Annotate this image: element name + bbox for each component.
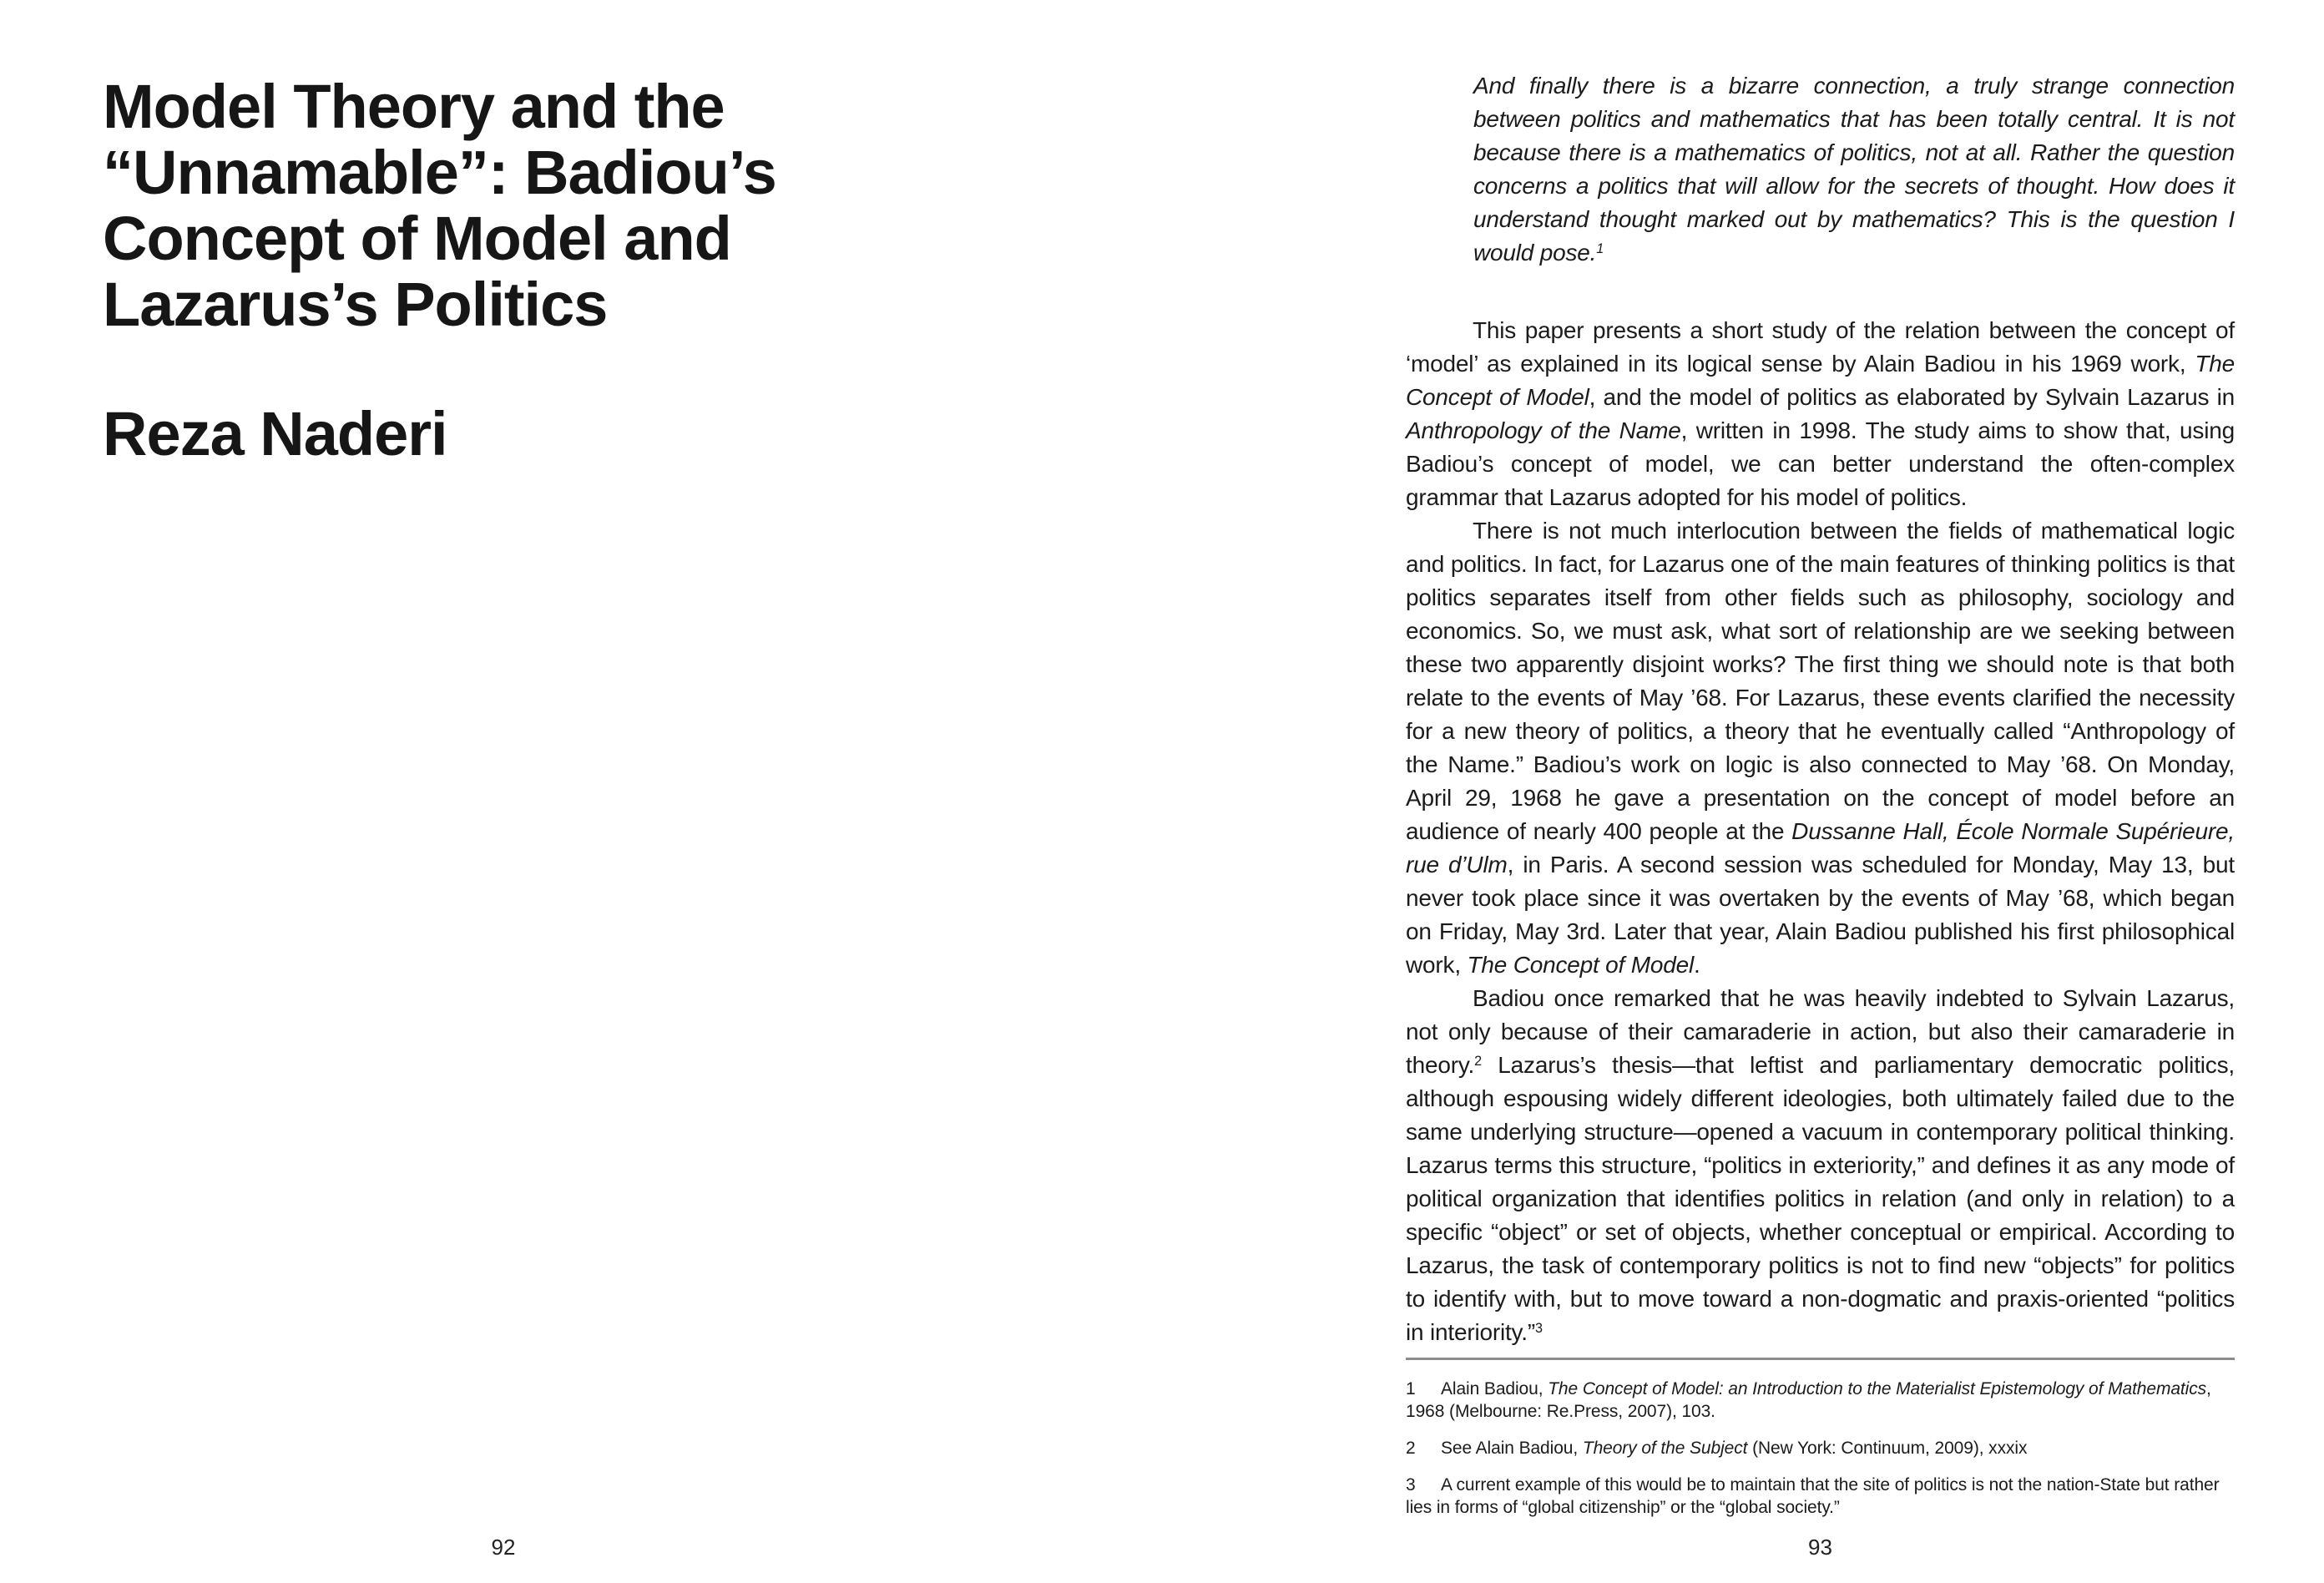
footnote-text: A current example of this would be to maintain that the site of politics is not the nation-State but rather lies in forms of “global citizenship” or the “global society.” — [1406, 1475, 2220, 1517]
title-line: “Unnamable”: Badiou’s — [103, 138, 776, 207]
footnote-text: See Alain Badiou, Theory of the Subject (New York: Continuum, 2009), xxxix — [1441, 1439, 2028, 1458]
footnotes-list — [1406, 1378, 2235, 1533]
author-name: Reza Naderi — [103, 399, 447, 468]
title-line: Model Theory and the — [103, 72, 725, 141]
body-paragraph: There is not much interlocution between the fields of mathematical logic and politics. In fact, for Lazarus one of the main features of thinking politics is that politics separates itself from other fields such as philosophy, sociology and economics. So, we must ask, what sort of relationship are we seeking between these two apparently disjoint works? The first thing we should note is that both relate to the events of May ’68. For Lazarus, these events clarified the necessity for a new theory of politics, a theory that he eventually called “Anthropology of the Name.” Badiou’s work on logic is also connected to May ’68. On Monday, April 29, 1968 he gave a presentation on the concept of model before an audience of nearly 400 people at the Dussanne Hall, École Normale Supérieure, rue d’Ulm, in Paris. A second session was scheduled for Monday, May 13, but never took place since it was overtaken by the events of May ’68, which began on Friday, May 3rd. Later that year, Alain Badiou published his first philosophical work, The Concept of Model. — [1406, 518, 2235, 978]
footnote-divider — [1406, 1358, 2235, 1360]
footnote-number: 2 — [1406, 1439, 1416, 1458]
footnote-number: 3 — [1406, 1475, 1416, 1494]
page-number-left: 92 — [491, 1535, 516, 1560]
footnote — [1406, 1474, 2235, 1519]
footnote — [1406, 1378, 2235, 1423]
epigraph-quote: And finally there is a bizarre connection, a truly strange connection between politics and mathematics that has been totally central. It is not because there is a mathematics of politics, not at all. Rather the question concerns a politics that will allow for the secrets of thought. How does it understand thought marked out by mathematics? This is the question I would pose.$^1$ — [1473, 73, 2235, 266]
article-body — [1406, 314, 2235, 1349]
article-title — [103, 73, 776, 337]
right-page — [1162, 0, 2324, 1583]
footnote — [1406, 1437, 2235, 1459]
title-line: Concept of Model and — [103, 204, 731, 273]
title-line: Lazarus’s Politics — [103, 270, 608, 339]
footnote-text: Alain Badiou, The Concept of Model: an Introduction to the Materialist Epistemology of Mathematics, 1968 (Melbourne: Re.Press, 2007), 103. — [1406, 1379, 2211, 1421]
body-paragraph: This paper presents a short study of the relation between the concept of ‘model’ as explained in its logical sense by Alain Badiou in his 1969 work, The Concept of Model, and the model of politics as elaborated by Sylvain Lazarus in Anthropology of the Name, written in 1998. The study aims to show that, using Badiou’s concept of model, we can better understand the often-complex grammar that Lazarus adopted for his model of politics. — [1406, 317, 2236, 510]
page-number-right: 93 — [1808, 1535, 1832, 1560]
footnote-number: 1 — [1406, 1379, 1416, 1398]
body-paragraph: Badiou once remarked that he was heavily indebted to Sylvain Lazarus, not only because of their camaraderie in action, but also their camaraderie in theory.$^2$ Lazarus’s thesis—that leftist and parliamentary democratic politics, although espousing widely different ideologies, both ultimately failed due to the same underlying structure—opened a vacuum in contemporary political thinking. Lazarus terms this structure, “politics in exteriority,” and defines it as any mode of political organization that identifies politics in relation (and only in relation) to a specific “object” or set of objects, whether conceptual or empirical. According to Lazarus, the task of contemporary politics is not to find new “objects” for politics to identify with, but to move toward a non-dogmatic and praxis-oriented “politics in interiority.”$^3$ — [1406, 985, 2235, 1345]
